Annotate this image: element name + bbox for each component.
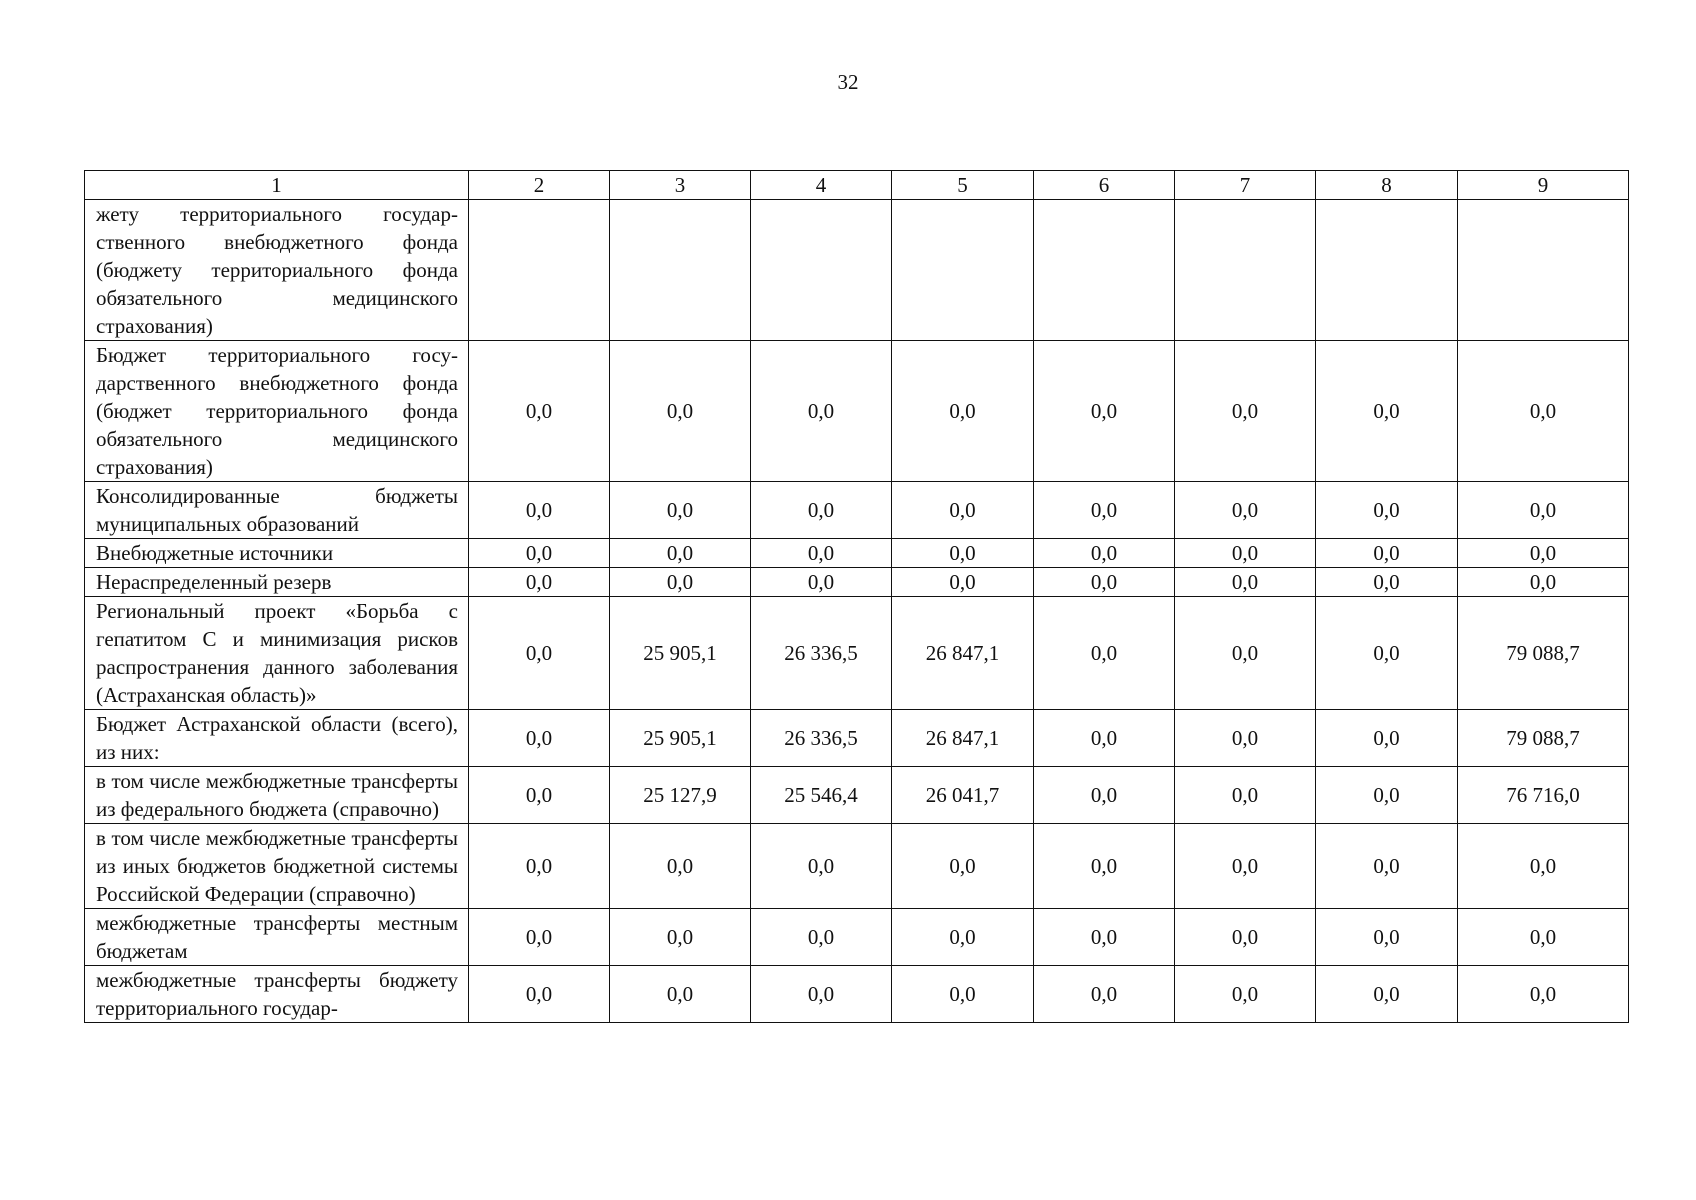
value-cell: 0,0 [892,909,1034,966]
value-cell: 0,0 [610,966,751,1023]
value-cell: 0,0 [1316,482,1458,539]
row-label: жету территориального государственного внебюджетного фонда (бюджету территориального фонда обязательного медицинского страхования) [85,200,469,341]
value-cell: 26 847,1 [892,710,1034,767]
value-cell: 79 088,7 [1458,710,1629,767]
value-cell: 0,0 [610,341,751,482]
value-cell: 0,0 [610,824,751,909]
value-cell: 0,0 [1034,824,1175,909]
value-cell [751,200,892,341]
row-label: в том числе межбюджетные трансферты из иных бюджетов бюджетной системы Российской Федерации (справочно) [85,824,469,909]
value-cell: 26 847,1 [892,597,1034,710]
header-cell: 2 [469,171,610,200]
value-cell: 0,0 [751,568,892,597]
value-cell: 0,0 [1458,824,1629,909]
value-cell: 0,0 [469,966,610,1023]
value-cell: 25 546,4 [751,767,892,824]
row-label: в том числе межбюджетные трансферты из федерального бюджета (справочно) [85,767,469,824]
value-cell: 0,0 [1175,597,1316,710]
table-row [85,710,1629,767]
value-cell: 0,0 [892,824,1034,909]
value-cell: 0,0 [469,341,610,482]
value-cell: 0,0 [610,482,751,539]
row-label: Нераспределенный резерв [85,568,469,597]
value-cell [1034,200,1175,341]
value-cell: 0,0 [892,539,1034,568]
table-row [85,824,1629,909]
page-number: 32 [837,70,859,94]
row-label: Региональный проект «Борьба с гепатитом С и минимизация рисков распространения данного заболевания (Астраханская область)» [85,597,469,710]
value-cell: 0,0 [1034,909,1175,966]
header-cell: 7 [1175,171,1316,200]
value-cell: 0,0 [1316,568,1458,597]
value-cell: 0,0 [1316,909,1458,966]
table-row [85,966,1629,1023]
value-cell: 0,0 [1034,710,1175,767]
header-cell: 9 [1458,171,1629,200]
value-cell: 0,0 [1034,966,1175,1023]
value-cell: 0,0 [610,909,751,966]
row-label: межбюджетные трансферты бюджету территориального государ- [85,966,469,1023]
row-label: Бюджет Астраханской области (всего), из них: [85,710,469,767]
table-row [85,568,1629,597]
header-cell: 4 [751,171,892,200]
table-row [85,539,1629,568]
table-row [85,341,1629,482]
value-cell: 26 336,5 [751,597,892,710]
value-cell: 0,0 [469,767,610,824]
value-cell: 26 336,5 [751,710,892,767]
row-label: Внебюджетные источники [85,539,469,568]
value-cell: 0,0 [1316,539,1458,568]
value-cell: 0,0 [892,341,1034,482]
value-cell [892,200,1034,341]
row-label: межбюджетные трансферты местным бюджетам [85,909,469,966]
value-cell: 0,0 [1316,341,1458,482]
value-cell: 76 716,0 [1458,767,1629,824]
value-cell [1175,200,1316,341]
budget-table [84,170,1629,1023]
value-cell: 0,0 [1034,597,1175,710]
value-cell: 25 127,9 [610,767,751,824]
value-cell: 0,0 [1175,568,1316,597]
header-cell: 3 [610,171,751,200]
value-cell: 0,0 [1458,909,1629,966]
value-cell: 0,0 [751,482,892,539]
value-cell: 0,0 [1458,539,1629,568]
value-cell: 0,0 [1458,341,1629,482]
value-cell: 0,0 [1175,966,1316,1023]
value-cell: 0,0 [610,539,751,568]
value-cell: 0,0 [1316,597,1458,710]
value-cell: 0,0 [610,568,751,597]
table-header-row [85,171,1629,200]
value-cell: 0,0 [469,539,610,568]
header-cell: 8 [1316,171,1458,200]
value-cell: 0,0 [751,341,892,482]
value-cell: 25 905,1 [610,710,751,767]
value-cell: 0,0 [1175,482,1316,539]
value-cell: 0,0 [469,824,610,909]
value-cell [1316,200,1458,341]
value-cell: 0,0 [1458,482,1629,539]
value-cell: 0,0 [1175,710,1316,767]
value-cell: 0,0 [1034,767,1175,824]
header-cell: 1 [85,171,469,200]
value-cell: 0,0 [751,539,892,568]
value-cell: 26 041,7 [892,767,1034,824]
table-row [85,482,1629,539]
row-label: Консолидированные бюджеты муниципальных образований [85,482,469,539]
value-cell: 0,0 [469,710,610,767]
value-cell: 0,0 [469,568,610,597]
value-cell: 0,0 [1034,568,1175,597]
value-cell: 0,0 [892,482,1034,539]
value-cell: 0,0 [1175,539,1316,568]
value-cell [1458,200,1629,341]
row-label: Бюджет территориального государственного внебюджетного фонда (бюджет территориального фонда обязательного медицинского страхования) [85,341,469,482]
value-cell: 25 905,1 [610,597,751,710]
value-cell: 0,0 [1175,909,1316,966]
value-cell: 0,0 [892,568,1034,597]
table-row [85,200,1629,341]
header-cell: 5 [892,171,1034,200]
value-cell: 0,0 [1034,482,1175,539]
table-row [85,597,1629,710]
value-cell: 0,0 [1458,568,1629,597]
value-cell: 0,0 [751,824,892,909]
value-cell: 0,0 [1034,341,1175,482]
value-cell: 0,0 [469,482,610,539]
value-cell: 0,0 [1175,767,1316,824]
value-cell: 0,0 [1175,341,1316,482]
value-cell [610,200,751,341]
value-cell: 0,0 [892,966,1034,1023]
value-cell: 0,0 [1316,767,1458,824]
value-cell [469,200,610,341]
value-cell: 0,0 [469,909,610,966]
table-row [85,909,1629,966]
table-row [85,767,1629,824]
value-cell: 0,0 [1458,966,1629,1023]
header-cell: 6 [1034,171,1175,200]
value-cell: 79 088,7 [1458,597,1629,710]
value-cell: 0,0 [1316,966,1458,1023]
value-cell: 0,0 [1316,824,1458,909]
value-cell: 0,0 [469,597,610,710]
value-cell: 0,0 [1034,539,1175,568]
value-cell: 0,0 [751,966,892,1023]
value-cell: 0,0 [751,909,892,966]
value-cell: 0,0 [1175,824,1316,909]
value-cell: 0,0 [1316,710,1458,767]
